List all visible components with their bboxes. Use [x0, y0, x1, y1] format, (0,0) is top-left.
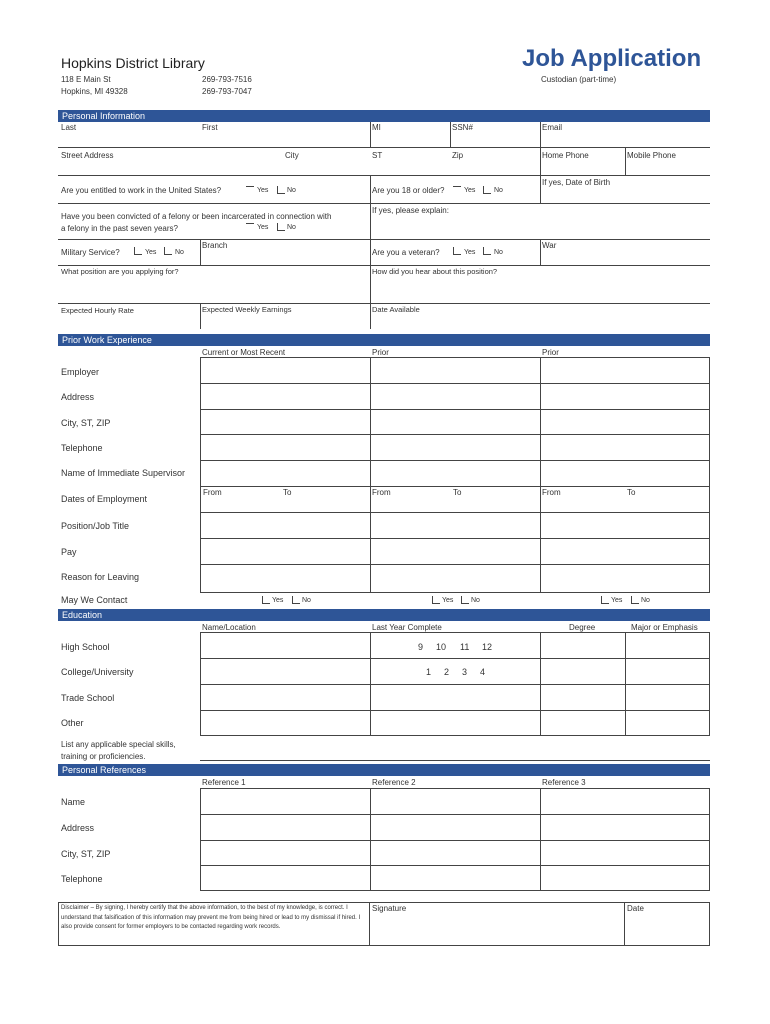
label-zip[interactable]: Zip — [452, 151, 464, 160]
question-felony-1: Have you been convicted of a felony or been incarcerated in connection with — [61, 212, 332, 221]
edu-col-last-year: Last Year Complete — [372, 623, 442, 632]
section-personal-information: Personal Information — [58, 110, 710, 122]
work-row-employer: Employer — [61, 367, 100, 377]
edu-row-high-school: High School — [61, 642, 110, 652]
hs-year-10[interactable]: 10 — [436, 642, 447, 652]
work-row-contact: May We Contact — [61, 595, 128, 605]
label-ssn[interactable]: SSN# — [452, 123, 473, 132]
page-title: Job Application — [522, 45, 702, 72]
label-explain[interactable]: If yes, please explain: — [372, 206, 449, 215]
work-to-1: To — [283, 488, 292, 497]
label-street[interactable]: Street Address — [61, 151, 114, 160]
work-col-current: Current or Most Recent — [202, 348, 286, 357]
felony-yes-check[interactable] — [246, 223, 254, 224]
edu-col-degree: Degree — [569, 623, 596, 632]
contact-yes-label-2: Yes — [442, 597, 454, 604]
label-st[interactable]: ST — [372, 151, 383, 160]
felony-no-check[interactable] — [277, 223, 285, 231]
section-references: Personal References — [58, 764, 710, 776]
ref-col-1: Reference 1 — [202, 778, 246, 787]
edu-row-trade: Trade School — [61, 693, 115, 703]
work-to-2: To — [453, 488, 462, 497]
question-veteran: Are you a veteran? — [372, 248, 440, 257]
section-prior-work: Prior Work Experience — [58, 334, 710, 346]
edu-row-other: Other — [61, 718, 84, 728]
college-year-2[interactable]: 2 — [444, 667, 450, 677]
skills-label-2: training or proficiencies. — [61, 752, 146, 761]
entitled-no-check[interactable] — [277, 186, 285, 194]
edu-col-major: Major or Emphasis — [631, 623, 698, 632]
work-to-3: To — [627, 488, 636, 497]
age18-no-check[interactable] — [483, 186, 491, 194]
label-first[interactable]: First — [202, 123, 218, 132]
signature-field[interactable]: Signature — [372, 904, 407, 913]
veteran-no-check[interactable] — [483, 247, 491, 255]
label-hourly[interactable]: Expected Hourly Rate — [61, 306, 134, 315]
address-line-1: 118 E Main St — [61, 75, 111, 84]
age18-yes-label: Yes — [464, 187, 476, 194]
question-entitled: Are you entitled to work in the United States? — [61, 186, 222, 195]
work-row-position: Position/Job Title — [61, 521, 130, 531]
military-yes-label: Yes — [145, 249, 157, 256]
college-year-3[interactable]: 3 — [462, 667, 468, 677]
ref-row-name: Name — [61, 797, 86, 807]
label-mobile-phone[interactable]: Mobile Phone — [627, 151, 676, 160]
felony-yes-label: Yes — [257, 224, 269, 231]
label-war[interactable]: War — [542, 241, 557, 250]
contact-no-label-1: No — [302, 597, 311, 604]
work-col-prior-1: Prior — [372, 348, 389, 357]
contact-no-check-2[interactable] — [461, 596, 469, 604]
work-from-2: From — [372, 488, 391, 497]
address-line-2: Hopkins, MI 49328 — [61, 87, 128, 96]
ref-col-2: Reference 2 — [372, 778, 416, 787]
work-row-dates: Dates of Employment — [61, 494, 148, 504]
contact-yes-check-1[interactable] — [262, 596, 270, 604]
ref-row-telephone: Telephone — [61, 874, 103, 884]
military-no-check[interactable] — [164, 247, 172, 255]
question-hear[interactable]: How did you hear about this position? — [372, 267, 498, 276]
contact-yes-check-2[interactable] — [432, 596, 440, 604]
label-weekly[interactable]: Expected Weekly Earnings — [202, 305, 292, 314]
work-from-3: From — [542, 488, 561, 497]
work-row-telephone: Telephone — [61, 443, 103, 453]
phone-2: 269-793-7047 — [202, 87, 252, 96]
age18-no-label: No — [494, 187, 503, 194]
ref-row-city: City, ST, ZIP — [61, 849, 111, 859]
entitled-no-label: No — [287, 187, 296, 194]
contact-no-label-3: No — [641, 597, 650, 604]
contact-no-check-1[interactable] — [292, 596, 300, 604]
college-year-4[interactable]: 4 — [480, 667, 486, 677]
edu-col-name: Name/Location — [202, 623, 256, 632]
edu-row-college: College/University — [61, 667, 134, 677]
entitled-yes-check[interactable] — [246, 186, 254, 187]
veteran-yes-check[interactable] — [453, 247, 461, 255]
hs-year-12[interactable]: 12 — [482, 642, 493, 652]
contact-no-label-2: No — [471, 597, 480, 604]
contact-yes-label-1: Yes — [272, 597, 284, 604]
military-no-label: No — [175, 249, 184, 256]
position-title: Custodian (part-time) — [541, 75, 617, 84]
label-branch[interactable]: Branch — [202, 241, 228, 250]
work-row-city: City, ST, ZIP — [61, 418, 111, 428]
work-row-pay: Pay — [61, 547, 77, 557]
work-row-supervisor: Name of Immediate Supervisor — [61, 468, 186, 478]
work-col-prior-2: Prior — [542, 348, 559, 357]
veteran-no-label: No — [494, 249, 503, 256]
age18-yes-check[interactable] — [453, 186, 461, 187]
ref-row-address: Address — [61, 823, 95, 833]
work-from-1: From — [203, 488, 222, 497]
label-last[interactable]: Last — [61, 123, 77, 132]
question-age18: Are you 18 or older? — [372, 186, 445, 195]
question-military: Military Service? — [61, 248, 120, 257]
label-date-available[interactable]: Date Available — [372, 305, 420, 314]
disclaimer-text: Disclaimer – By signing, I hereby certify that the above information, to the best of my knowledge, is correct. I understand that falsification of this information may prevent me from being hired or lead to my dismissal if hired. I also provide consent for former employers to be contacted regarding work records. — [61, 905, 361, 930]
work-row-address: Address — [61, 392, 95, 402]
ref-col-3: Reference 3 — [542, 778, 586, 787]
label-home-phone[interactable]: Home Phone — [542, 151, 589, 160]
label-mi[interactable]: MI — [372, 123, 381, 132]
label-dob[interactable]: If yes, Date of Birth — [542, 178, 611, 187]
work-row-reason: Reason for Leaving — [61, 572, 140, 582]
date-field[interactable]: Date — [627, 904, 644, 913]
entitled-yes-label: Yes — [257, 187, 269, 194]
label-email[interactable]: Email — [542, 123, 563, 132]
military-yes-check[interactable] — [134, 247, 142, 255]
hs-year-9[interactable]: 9 — [418, 642, 424, 652]
question-felony-2: a felony in the past seven years? — [61, 224, 178, 233]
veteran-yes-label: Yes — [464, 249, 476, 256]
hs-year-11[interactable]: 11 — [460, 642, 470, 652]
question-position[interactable]: What position are you applying for? — [61, 267, 179, 276]
contact-no-check-3[interactable] — [631, 596, 639, 604]
college-year-1[interactable]: 1 — [426, 667, 432, 677]
phone-1: 269-793-7516 — [202, 75, 252, 84]
skills-label-1: List any applicable special skills, — [61, 740, 176, 749]
library-name: Hopkins District Library — [61, 55, 205, 71]
section-education: Education — [58, 609, 710, 621]
work-grid[interactable] — [200, 357, 710, 593]
contact-yes-check-3[interactable] — [601, 596, 609, 604]
contact-yes-label-3: Yes — [611, 597, 623, 604]
label-city[interactable]: City — [285, 151, 299, 160]
felony-no-label: No — [287, 224, 296, 231]
